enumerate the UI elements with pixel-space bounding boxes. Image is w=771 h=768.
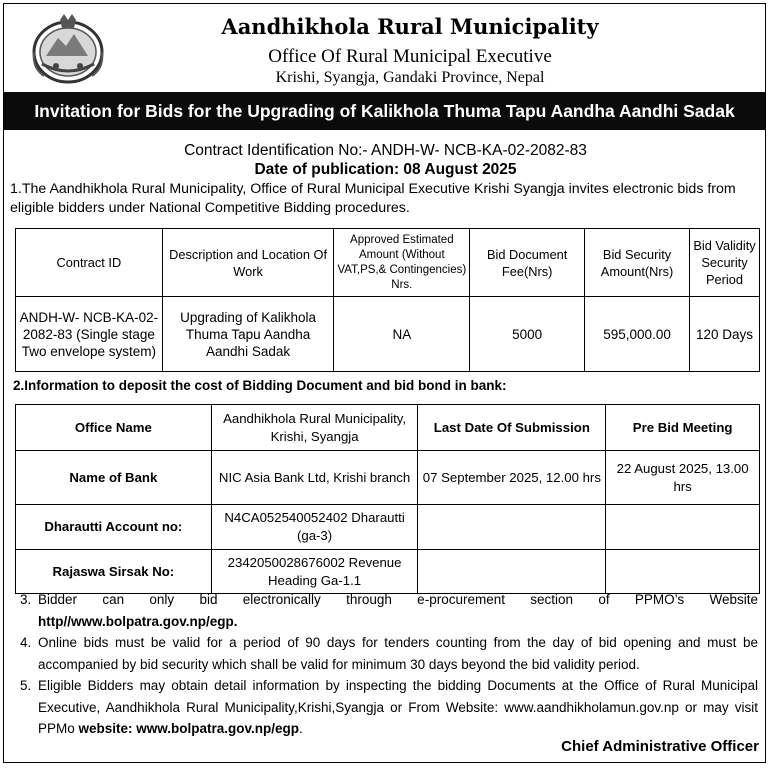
table-cell: Office Name bbox=[16, 405, 212, 451]
header-cell: Bid Security Amount(Nrs) bbox=[585, 229, 690, 297]
contract-table-header bbox=[16, 229, 760, 297]
table-row bbox=[16, 505, 760, 550]
table-cell bbox=[606, 550, 760, 594]
contract-table bbox=[15, 228, 760, 372]
table-cell: 07 September 2025, 12.00 hrs bbox=[418, 451, 606, 505]
table-cell: N4CA052540052402 Dharautti (ga-3) bbox=[211, 505, 418, 550]
note-number: 5. bbox=[20, 678, 32, 693]
header-cell: Bid Document Fee(Nrs) bbox=[470, 229, 585, 297]
header-cell: Bid Validity Security Period bbox=[690, 229, 760, 297]
table-cell: Dharautti Account no: bbox=[16, 505, 212, 550]
intro-paragraph: 1.The Aandhikhola Rural Municipality, Office of Rural Municipal Executive Krishi Syangja invites electronic bids from eligible bidders under National Competitive Bidding procedures. bbox=[10, 181, 736, 216]
table-cell: NIC Asia Bank Ltd, Krishi branch bbox=[211, 451, 418, 505]
table-cell bbox=[418, 505, 606, 550]
bank-info-table bbox=[15, 404, 760, 594]
note-5-end: . bbox=[299, 721, 303, 736]
contract-identification: Contract Identification No:- ANDH-W- NCB-KA-02-2082-83 bbox=[184, 142, 587, 159]
office-subtitle: Office Of Rural Municipal Executive bbox=[268, 46, 552, 67]
list-item bbox=[20, 632, 758, 675]
note-5-text: Eligible Bidders may obtain detail information by inspecting the bidding Documents at the Office of Rural Municipal Executive, Aandhikhola Rural Municipality,Krishi,Syangja or From Website: www.aandhikholamun.gov.np or may visit PPMo bbox=[38, 678, 758, 736]
table-row bbox=[16, 451, 760, 505]
table-cell: Rajaswa Sirsak No: bbox=[16, 550, 212, 594]
table-cell: 5000 bbox=[470, 297, 585, 372]
table-cell: 22 August 2025, 13.00 hrs bbox=[606, 451, 760, 505]
note-3-text: Bidder can only bid electronically through e-procurement section of PPMO’s Website bbox=[38, 592, 758, 607]
bolpatra-website-link[interactable]: website: www.bolpatra.gov.np/egp bbox=[78, 721, 300, 736]
table-cell: Aandhikhola Rural Municipality, Krishi, Syangja bbox=[211, 405, 418, 451]
table-row bbox=[16, 550, 760, 594]
municipality-title: Aandhikhola Rural Municipality bbox=[221, 14, 599, 39]
bolpatra-link[interactable]: http//www.bolpatra.gov.np/egp. bbox=[38, 613, 238, 629]
letterhead bbox=[0, 0, 771, 92]
table-cell: 2342050028676002 Revenue Heading Ga-1.1 bbox=[211, 550, 418, 594]
table-row bbox=[16, 405, 760, 451]
signatory-title: Chief Administrative Officer bbox=[561, 738, 759, 755]
notes-list bbox=[20, 589, 758, 740]
note-number: 4. bbox=[20, 635, 32, 650]
publication-date: Date of publication: 08 August 2025 bbox=[254, 161, 517, 178]
table-cell: 120 Days bbox=[690, 297, 760, 372]
header-cell: Description and Location Of Work bbox=[162, 229, 334, 297]
note-number: 3. bbox=[20, 592, 32, 607]
section-2-title: 2.Information to deposit the cost of Bidding Document and bid bond in bank: bbox=[13, 378, 507, 393]
note-4-text: Online bids must be valid for a period of 90 days for tenders counting from the day of bid opening and must be accompanied by bid security which shall be valid for minimum 30 days beyond the bid validity period. bbox=[38, 635, 758, 672]
note-text bbox=[38, 675, 758, 740]
table-cell: Last Date Of Submission bbox=[418, 405, 606, 451]
nepal-emblem-icon bbox=[30, 12, 106, 84]
office-address: Krishi, Syangja, Gandaki Province, Nepal bbox=[275, 69, 545, 86]
table-cell: NA bbox=[334, 297, 470, 372]
note-text bbox=[38, 589, 758, 632]
header-cell: Approved Estimated Amount (Without VAT,PS,& Contingencies) Nrs. bbox=[334, 229, 470, 297]
table-cell: Name of Bank bbox=[16, 451, 212, 505]
list-item bbox=[20, 675, 758, 740]
table-cell bbox=[418, 550, 606, 594]
notice-banner: Invitation for Bids for the Upgrading of Kalikhola Thuma Tapu Aandha Aandhi Sadak bbox=[4, 92, 765, 130]
table-cell: ANDH-W- NCB-KA-02-2082-83 (Single stage Two envelope system) bbox=[16, 297, 163, 372]
table-cell: 595,000.00 bbox=[585, 297, 690, 372]
table-cell: Pre Bid Meeting bbox=[606, 405, 760, 451]
table-cell: Upgrading of Kalikhola Thuma Tapu Aandha Aandhi Sadak bbox=[162, 297, 334, 372]
list-item bbox=[20, 589, 758, 632]
table-cell bbox=[606, 505, 760, 550]
header-cell: Contract ID bbox=[16, 229, 163, 297]
table-row bbox=[16, 297, 760, 372]
